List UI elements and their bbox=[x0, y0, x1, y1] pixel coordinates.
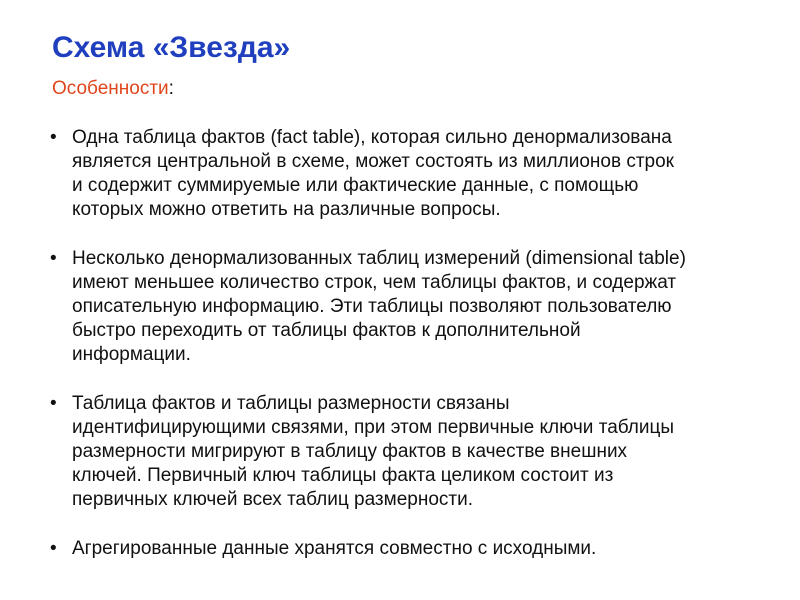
bullet-text-line: Агрегированные данные хранятся совместно с исходными. bbox=[72, 538, 597, 559]
bullet-text-line: первичных ключей всех таблиц размерности. bbox=[72, 489, 473, 510]
subtitle bbox=[52, 78, 174, 100]
bullet-item bbox=[28, 537, 793, 561]
bullet-icon: • bbox=[50, 248, 57, 269]
bullet-icon: • bbox=[50, 538, 57, 559]
bullet-list bbox=[28, 126, 793, 586]
bullet-text-line: которых можно ответить на различные вопросы. bbox=[72, 199, 501, 220]
bullet-text-line: информации. bbox=[72, 344, 191, 365]
bullet-text-line: является центральной в схеме, может состоять из миллионов строк bbox=[72, 151, 674, 172]
bullet-text-line: Одна таблица фактов (fact table), которая сильно денормализована bbox=[72, 127, 672, 148]
bullet-text-line: Таблица фактов и таблицы размерности связаны bbox=[72, 393, 510, 414]
bullet-icon: • bbox=[50, 127, 57, 148]
bullet-text-line: идентифицирующими связями, при этом первичные ключи таблицы bbox=[72, 417, 675, 438]
bullet-item bbox=[28, 392, 793, 512]
bullet-text-line: имеют меньшее количество строк, чем таблицы фактов, и содержат bbox=[72, 272, 677, 293]
bullet-text-line: быстро переходить от таблицы фактов к дополнительной bbox=[72, 320, 581, 341]
bullet-icon: • bbox=[50, 393, 57, 414]
subtitle-colon: : bbox=[168, 78, 174, 99]
bullet-item bbox=[28, 247, 793, 367]
bullet-item bbox=[28, 126, 793, 222]
bullet-text-line: размерности мигрируют в таблицу фактов в качестве внешних bbox=[72, 441, 628, 462]
bullet-text-line: и содержит суммируемые или фактические данные, с помощью bbox=[72, 175, 639, 196]
slide-title: Схема «Звезда» bbox=[52, 31, 291, 64]
bullet-text-line: Несколько денормализованных таблиц измерений (dimensional table) bbox=[72, 248, 686, 269]
subtitle-label: Особенности bbox=[52, 78, 169, 99]
bullet-text-line: описательную информацию. Эти таблицы позволяют пользователю bbox=[72, 296, 672, 317]
bullet-text-line: ключей. Первичный ключ таблицы факта целиком состоит из bbox=[72, 465, 614, 486]
